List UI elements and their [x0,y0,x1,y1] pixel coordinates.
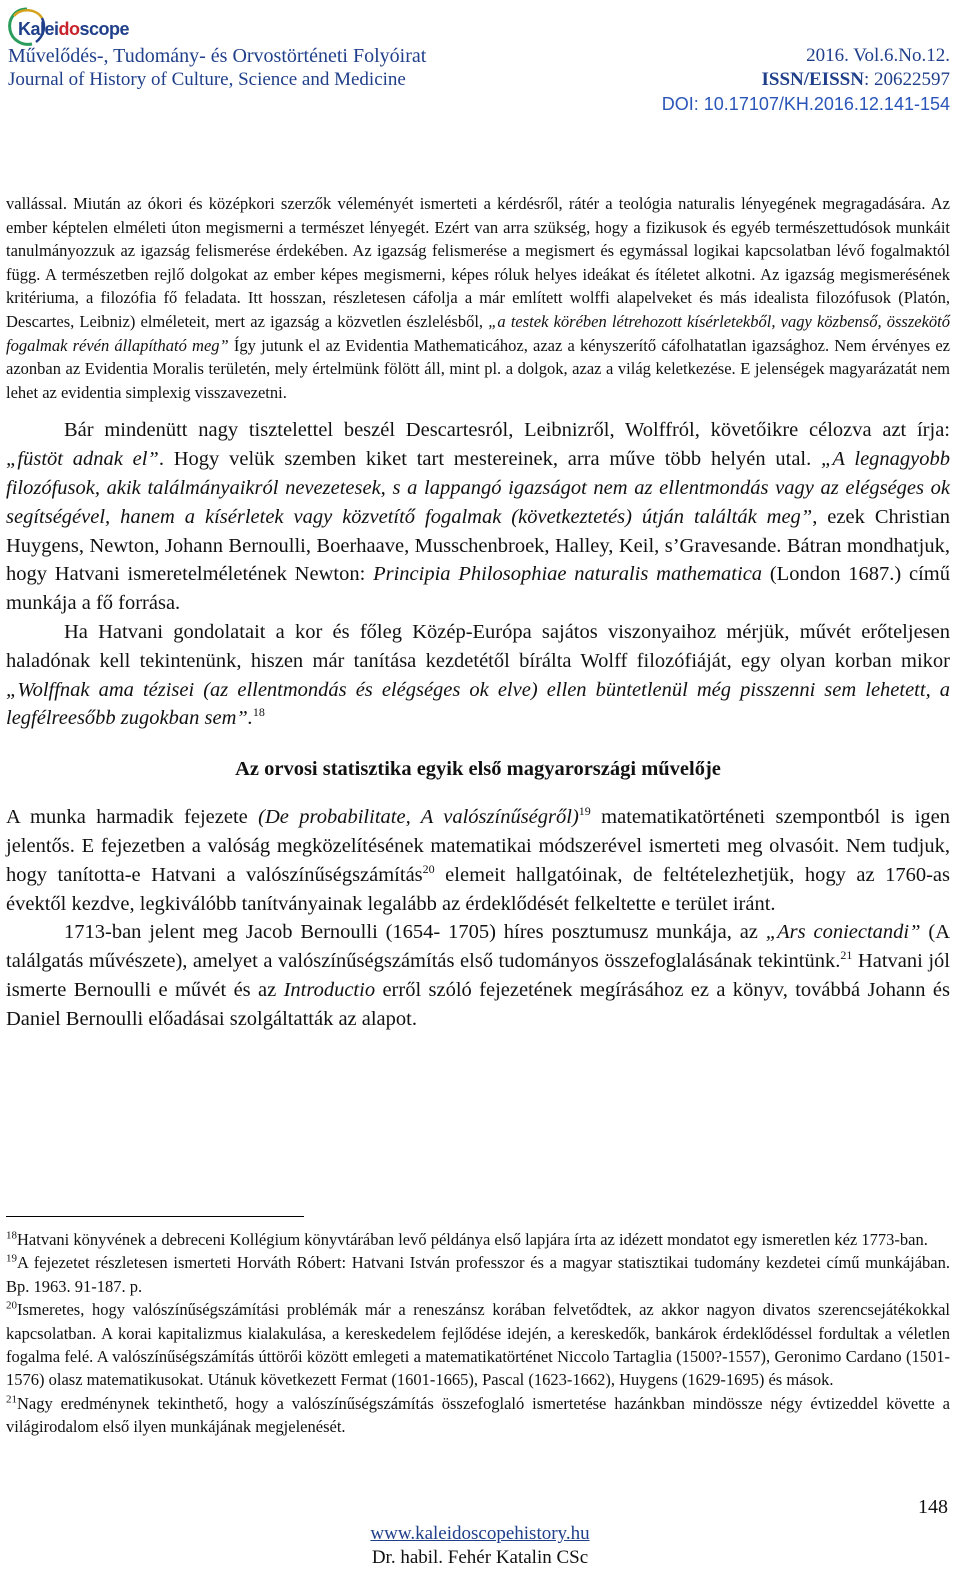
journal-title-hu: Művelődés-, Tudomány- és Orvostörténeti Folyóirat [8,45,427,67]
paragraph-4: A munka harmadik fejezete (De probabilitate, A valószínűségről)$^{19}$ matematikatörténeti szempontból is igen jelentős. E fejezetben a valóság megközelítésének matematikai módszerével ismerteti meg olvasóit. Nem tudjuk, hogy tanította-e Hatvani a valószínűségszámítás$^{20}$ elemeit hallgatóinak, de feltételezhetjük, hogy az 1760-as évektől kezdve, legkiválóbb tanítványainak legalább az érdeklődését felkeltette e terület iránt. [6,804,950,915]
footnote-ref-21[interactable]: 21 [840,948,853,963]
footnote-ref-20[interactable]: 20 [422,861,435,876]
logo-wordmark: Kaleidoscope [18,19,130,39]
paragraph-5: 1713-ban jelent meg Jacob Bernoulli (1654- 1705) híres posztumusz munkája, az „Ars coniectandi” (A találgatás művészete), amelyet a valószínűségszámítás első tudományos összefoglalásának tekintünk.$^{21}$ Hatvani jól ismerte Bernoulli e művét és az Introductio erről szóló fejezetének megírásához ez a könyv, továbbá Johann és Daniel Bernoulli előadásai szolgáltatták az alapot. [6,921,950,1030]
journal-meta [662,44,950,116]
journal-titles [8,44,426,92]
issn-label: ISSN/EISSN: 20622597 [761,69,950,90]
page-footer [0,1522,960,1570]
footnote-18: $^{18}$Hatvani könyvének a debreceni Kollégium könyvtárában levő példánya első lapjára írta az idézett mondatot egy ismeretlen kéz 1773-ban. [6,1229,928,1249]
website-link[interactable]: www.kaleidoscopehistory.hu [370,1523,590,1544]
footnote-divider [6,1216,304,1217]
doi-label: DOI: 10.17107/KH.2016.12.141-154 [661,94,950,114]
paragraph-2: Bár mindenütt nagy tisztelettel beszél Descartesról, Leibnizről, Wolffról, követőikre célozva azt írja: „füstöt adnak el”. Hogy velük szemben kiket tart mestereinek, arra műve több helyén utal. „A legnagyobb filozófusok, akik találmányaikról nevezetesek, s a lappangó igazságot nem az ellentmondás vagy az elégséges ok segítségével, hanem a kísérletek vagy közvetítő fogalmak (következtetés) útján találták meg”, ezek Christian Huygens, Newton, Johann Bernoulli, Boerhaave, Musschenbroek, Halley, Keil, s’Gravesande. Bátran mondhatjuk, hogy Hatvani ismeretelméletének Newton: Principia Philosophiae naturalis mathematica (London 1687.) című munkája a fő forrása. [6,419,951,615]
journal-title-en: Journal of History of Culture, Science and Medicine [8,69,406,90]
footnote-20: $^{20}$Ismeretes, hogy valószínűségszámítási problémák már a reneszánsz korában felvetődtek, az akkor nagyon divatos szerencsejátékokkal kapcsolatban. A korai kapitalizmus kialakulása, a kereskedelem fejlődése idején, a kereskedők, bankárok érdeklődéssel fordultak a véletlen fogalma felé. A valószínűségszámítás úttörői között emlegeti a matematikatörténet Niccolo Tartaglia (1500?-1557), Geronimo Cardano (1501-1576) olasz matematikusokat. Utánuk következett Fermat (1601-1665), Pascal (1623-1662), Huygens (1629-1695) és mások. [6,1299,950,1390]
author-name: Dr. habil. Fehér Katalin CSc [371,1547,589,1568]
footnote-ref-19[interactable]: 19 [578,804,591,819]
journal-header [0,0,960,120]
article-body [6,192,950,1033]
page-number: 148 [918,1496,948,1518]
paragraph-1: vallással. Miután az ókori és középkori szerzők véleményét ismerteti a kérdésről, rátér a teológia naturalis lényegének megragadására. Az ember képtelen elméleti úton megismerni a természet lényegét. Ezért van arra szükség, hogy a fizikusok és egyéb természettudósok munkáit tanulmányozzuk az igazság felismerése érdekében. Az igazság felismerése a megismert és egymással logikai kapcsolatban lévő fogalmaktól függ. A természetben rejlő dolgokat az ember képes megismerni, képes róluk helyes ideákat és ítéletet alkotni. Az igazság megismerésének kritériuma, a filozófia fő feladata. Itt hosszan, részletesen cáfolja a már említett wolffi alapelveket és más idealista filozófusok (Platón, Descartes, Leibniz) elméleteit, mert az igazság a közvetlen észlelésből, „a testek körében létrehozott kísérletekből, vagy közbenső, összekötő fogalmak révén állapítható meg” Így jutunk el az Evidentia Mathematicához, azaz a kényszerítő cáfolhatatlan igazsághoz. Nem érvényes ez azonban az Evidentia Moralis területén, mely értelmünk fölött áll, mint pl. a dolgok, azaz a világ keletkezése. E jelenségek magyarázatát nem lehet az evidentia simplexig visszavezetni. [6,194,950,402]
volume-label: 2016. Vol.6.No.12. [806,45,950,66]
footnote-ref-18[interactable]: 18 [252,705,265,720]
footnote-21: $^{21}$Nagy eredménynek tekinthető, hogy a valószínűségszámítás összefoglaló ismertetése hazánkban mindössze négy évtizeddel követte a világirodalom első ilyen munkájának megjelenését. [6,1393,950,1437]
section-heading: Az orvosi statisztika egyik első magyarországi művelője [235,758,721,781]
paragraph-3: Ha Hatvani gondolatait a kor és főleg Közép-Európa sajátos viszonyaihoz mérjük, művét erőteljesen haladónak kell tekintenünk, hiszen már tanítása kezdetétől bírálta Wolff filozófiáját, egy olyan korban mikor „Wolffnak ama tézisei (az ellentmondás és elégséges ok elve) ellen büntetlenül még pisszenni sem lehetett, a legfélreesőbb zugokban sem”.$^{18}$ [6,620,950,730]
footnotes [6,1228,950,1439]
footnote-19: $^{19}$A fejezetet részletesen ismerteti Horváth Róbert: Hatvani István professzor és a magyar statisztikai tudomány kezdetei című munkájában. Bp. 1963. 91-187. p. [6,1252,950,1296]
